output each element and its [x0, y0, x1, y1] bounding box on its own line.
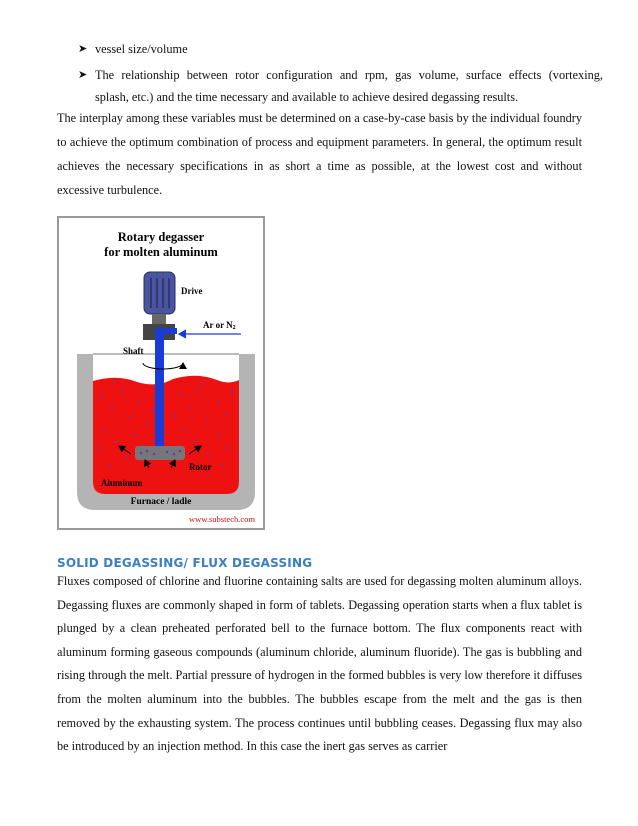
- bullet-text: vessel size/volume: [95, 42, 188, 56]
- gas-channel: [163, 328, 177, 334]
- arrow-bullet-icon: ➤: [78, 69, 88, 81]
- aluminum-label: Aluminum: [101, 478, 143, 488]
- source-url: www.substech.com: [188, 514, 255, 524]
- body-paragraph: Fluxes composed of chlorine and fluorine containing salts are used for degassing molten aluminum alloys. Degassing fluxes are commonly shaped in form of tablets. Degassing operation starts when a flux tablet is plunged by a clean preheated perforated bell to the furnace bottom. The flux components react with aluminum forming gaseous compounds (aluminum chloride, aluminum fluoride). The gas is bubbling and rising through the melt. Partial pressure of hydrogen in the formed bubbles is very low therefore it diffuses from the molten aluminum into the bubbles. The bubbles escape from the melt and the gas is then removed by the exhausting system. The process continues until bubbling ceases. Degassing flux may also be introduced by an injection method. In this case the inert gas serves as carrier: [57, 574, 583, 754]
- figure-title-line-1: Rotary degasser: [117, 230, 205, 244]
- bullet-text-line-1: The relationship between rotor configuration and rpm, gas volume, surface effects (vortexing,: [95, 68, 603, 82]
- molten-aluminum: [93, 376, 239, 494]
- rotary-degasser-figure: [57, 216, 265, 530]
- furnace-label: Furnace / ladle: [130, 497, 192, 507]
- motor-coupling: [152, 314, 166, 324]
- intro-paragraph: The interplay among these variables must be determined on a case-by-case basis by the individual foundry to achieve the optimum combination of process and equipment parameters. In general, the optimum result achieves the necessary specifications in as short a time as possible, at the lowest cost and without excessive turbulence.: [57, 111, 582, 197]
- gas-label: Ar or N2: [203, 320, 236, 331]
- arrow-bullet-icon: ➤: [78, 43, 88, 55]
- figure-title-line-2: for molten aluminum: [104, 245, 218, 259]
- drive-label: Drive: [181, 286, 203, 296]
- rotor-label: Rotor: [189, 462, 212, 472]
- shaft-label: Shaft: [123, 346, 144, 356]
- bullet-text-line-2: splash, etc.) and the time necessary and available to achieve desired degassing results.: [95, 90, 519, 104]
- section-heading: SOLID DEGASSING/ FLUX DEGASSING: [57, 556, 313, 570]
- rotor-head: [135, 446, 185, 460]
- rotor-shaft: [155, 328, 164, 450]
- drive-motor: [144, 272, 175, 314]
